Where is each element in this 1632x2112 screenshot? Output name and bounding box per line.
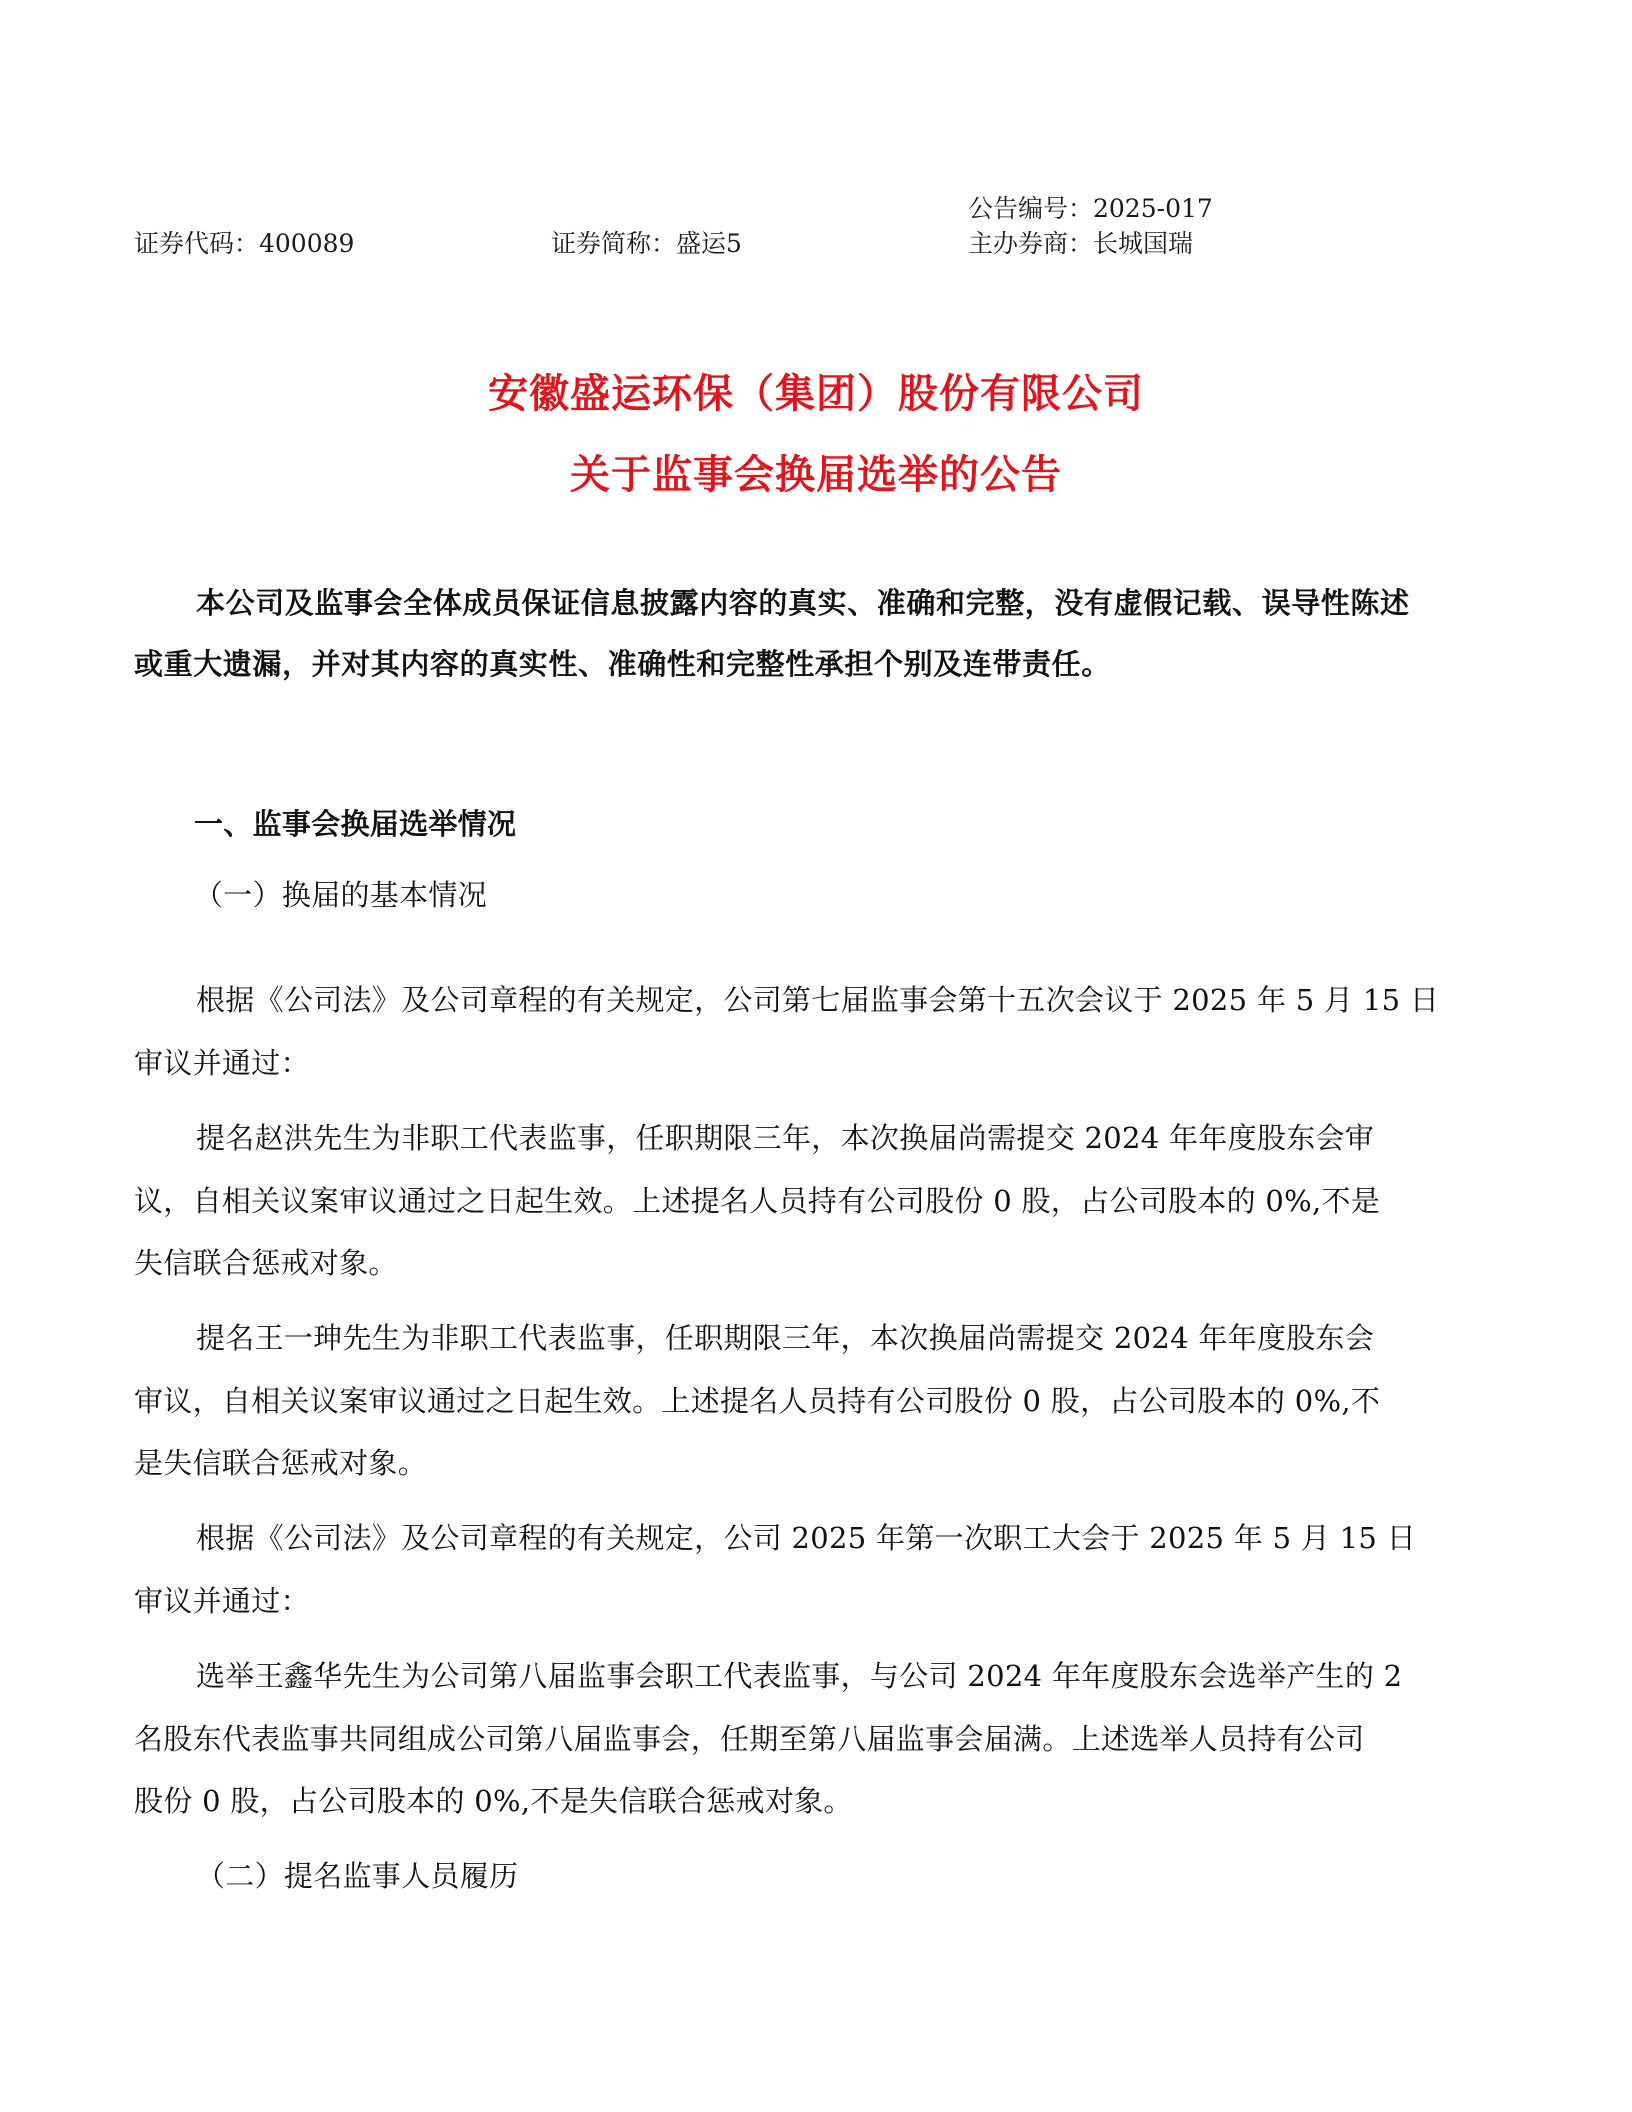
- subsection-heading-1: （一）换届的基本情况: [194, 878, 488, 912]
- paragraph-2-line-2: 议，自相关议案审议通过之日起生效。上述提名人员持有公司股份 0 股，占公司股本的 0%,不是: [134, 1184, 1381, 1218]
- paragraph-3-line-3: 是失信联合惩戒对象。: [134, 1446, 428, 1480]
- statement-line-2: 或重大遗漏，并对其内容的真实性、准确性和完整性承担个别及连带责任。: [134, 647, 1111, 681]
- announcement-number: 公告编号：2025-017: [968, 194, 1213, 223]
- paragraph-3-line-2: 审议，自相关议案审议通过之日起生效。上述提名人员持有公司股份 0 股，占公司股本的 0%,不: [134, 1384, 1381, 1418]
- security-code: 证券代码：400089: [134, 229, 355, 258]
- paragraph-4-line-1: 根据《公司法》及公司章程的有关规定，公司 2025 年第一次职工大会于 2025 年 5 月 15 日: [196, 1521, 1417, 1555]
- paragraph-2-line-1: 提名赵洪先生为非职工代表监事，任职期限三年，本次换届尚需提交 2024 年年度股东会审: [196, 1121, 1375, 1155]
- subsection-heading-2: （二）提名监事人员履历: [196, 1859, 519, 1893]
- paragraph-1-line-2: 审议并通过：: [134, 1046, 310, 1080]
- security-abbreviation: 证券简称：盛运5: [551, 229, 742, 258]
- sponsor-broker: 主办券商：长城国瑞: [968, 229, 1194, 258]
- document-title-subject: 关于监事会换届选举的公告: [570, 452, 1062, 498]
- paragraph-5-line-3: 股份 0 股，占公司股本的 0%,不是失信联合惩戒对象。: [134, 1784, 853, 1818]
- paragraph-4-line-2: 审议并通过：: [134, 1584, 310, 1618]
- paragraph-5-line-2: 名股东代表监事共同组成公司第八届监事会，任期至第八届监事会届满。上述选举人员持有公司: [134, 1722, 1365, 1756]
- paragraph-1-line-1: 根据《公司法》及公司章程的有关规定，公司第七届监事会第十五次会议于 2025 年 5 月 15 日: [196, 983, 1440, 1017]
- statement-line-1: 本公司及监事会全体成员保证信息披露内容的真实、准确和完整，没有虚假记载、误导性陈述: [196, 586, 1410, 620]
- document-title-company: 安徽盛运环保（集团）股份有限公司: [488, 371, 1144, 417]
- paragraph-3-line-1: 提名王一珅先生为非职工代表监事，任职期限三年，本次换届尚需提交 2024 年年度股东会: [196, 1321, 1375, 1355]
- paragraph-2-line-3: 失信联合惩戒对象。: [134, 1246, 398, 1280]
- section-heading: 一、监事会换届选举情况: [194, 807, 517, 841]
- paragraph-5-line-1: 选举王鑫华先生为公司第八届监事会职工代表监事，与公司 2024 年年度股东会选举产生的 2: [196, 1659, 1403, 1693]
